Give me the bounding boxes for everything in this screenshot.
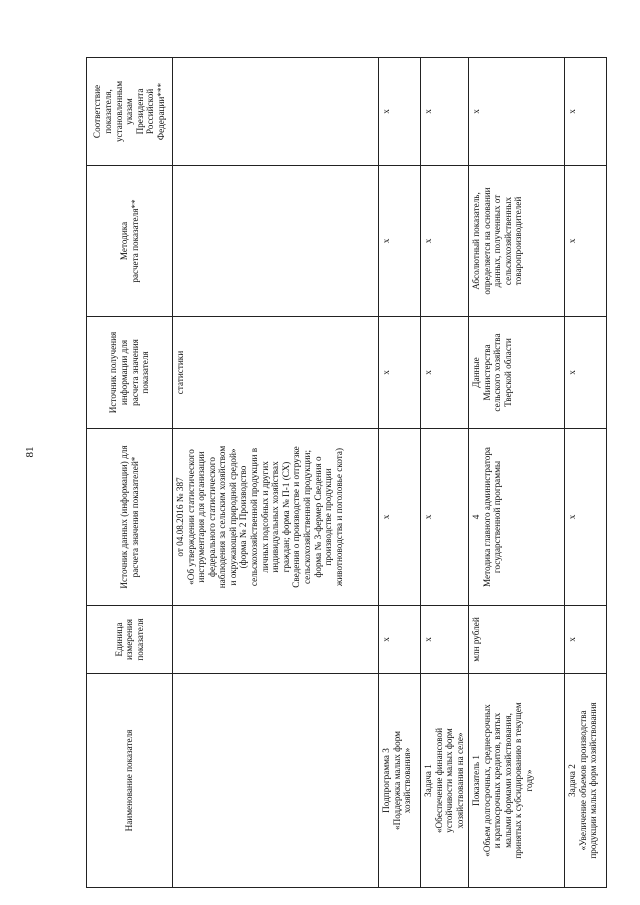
table-row [565,58,607,888]
row-source: 4 Методика главного администратора государственной программы [469,429,565,606]
row-name: Задача 2 «Увеличение объемов производства продукции малых форм хозяйствования [565,674,607,888]
row-unit: x [379,606,421,674]
row-unit [173,606,379,674]
row-method [173,166,379,317]
row-obtain: x [421,317,469,429]
row-name: Задача 1 «Обеспечение финансовой устойчивости малых форм хозяйствования на селе» [421,674,469,888]
header-unit: Единица измерения показателя [87,606,173,674]
row-name: Подпрограмма 3 «Поддержка малых форм хозяйствования» [379,674,421,888]
indicators-table [86,57,607,888]
table-row [173,58,379,888]
table-row [469,58,565,888]
header-compliance: Соответствие показателя, установленным указам Президента Российской Федерации*** [87,58,173,166]
header-obtain: Источник получения информации для расчета значения показателя [87,317,173,429]
row-unit: млн рублей [469,606,565,674]
header-method: Методика расчета показателя** [87,166,173,317]
row-obtain: Данные Министерства сельского хозяйства Тверской области [469,317,565,429]
row-method: x [421,166,469,317]
row-name: Показатель 1 «Объем долгосрочных, среднесрочных и краткосрочных кредитов, взятых малыми формами хозяйствования, принятых к субсидированию в текущем году» [469,674,565,888]
page-number: 81 [24,446,36,458]
row-source: x [565,429,607,606]
row-source: x [379,429,421,606]
rotated-table-wrapper [86,58,606,888]
row-method: Абсолютный показатель, определяется на основании данных, полученных от сельскохозяйственных товаропроизводителей [469,166,565,317]
row-compliance: x [565,58,607,166]
row-compliance: x [421,58,469,166]
table-row [421,58,469,888]
row-compliance: x [469,58,565,166]
header-source: Источник данных (информации) для расчета значения показателей* [87,429,173,606]
table-header-row [87,58,173,888]
row-method: x [379,166,421,317]
row-obtain: x [379,317,421,429]
row-unit: x [565,606,607,674]
row-obtain: статистики [173,317,379,429]
row-unit: x [421,606,469,674]
row-source: от 04.08.2016 № 387 «Об утверждении статистического инструментария для организации федерального статистического наблюдения за сельским хозяйством и окружающей природной средой» (форма № 2 Производство сельскохозяйственной продукции в личных подсобных и других индивидуальных хозяйствах граждан; форма № П-1 (СХ) Сведения о производстве и отгрузке сельскохозяйственной продукции; форма № 3-фермер Сведения о производстве продукции животноводства и поголовье скота) [173,429,379,606]
table-row [379,58,421,888]
row-method: x [565,166,607,317]
row-obtain: x [565,317,607,429]
row-source: x [421,429,469,606]
header-name: Наименование показателя [87,674,173,888]
row-compliance: x [379,58,421,166]
row-compliance [173,58,379,166]
row-name [173,674,379,888]
